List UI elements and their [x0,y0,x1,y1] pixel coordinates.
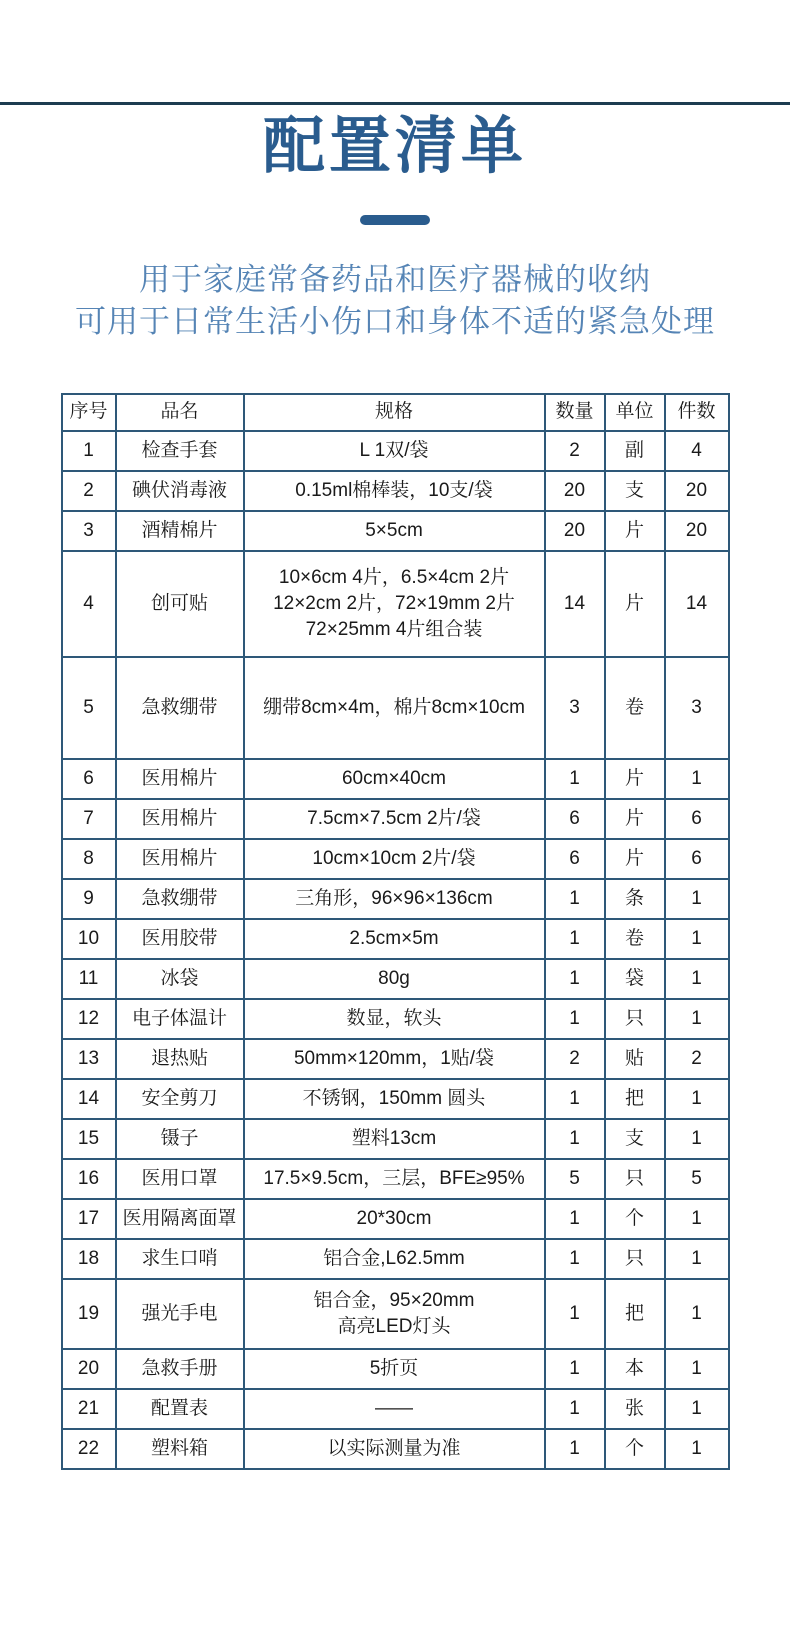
cell-qty: 1 [545,879,605,919]
table-row [62,1349,729,1389]
cell-qty: 2 [545,1039,605,1079]
spec-line: 17.5×9.5cm，三层，BFE≥95% [263,1167,525,1189]
table-row [62,511,729,551]
cell-pieces: 20 [665,471,729,511]
table-row [62,1279,729,1349]
cell-name: 医用棉片 [116,799,244,839]
cell-unit: 支 [605,1119,665,1159]
cell-name: 医用胶带 [116,919,244,959]
cell-qty: 1 [545,999,605,1039]
cell-no: 5 [62,657,116,759]
cell-unit: 卷 [605,919,665,959]
page-subtitle [0,259,790,343]
cell-no: 22 [62,1429,116,1469]
cell-qty: 6 [545,839,605,879]
spec-line: 50mm×120mm，1贴/袋 [293,1047,495,1069]
table-row [62,799,729,839]
cell-spec [244,759,545,799]
cell-pieces: 6 [665,799,729,839]
cell-pieces: 1 [665,1119,729,1159]
cell-spec [244,1159,545,1199]
cell-name: 冰袋 [116,959,244,999]
cell-no: 15 [62,1119,116,1159]
cell-spec [244,1239,545,1279]
table-row [62,551,729,657]
cell-spec [244,657,545,759]
column-header-qty: 数量 [545,394,605,431]
table-row [62,1039,729,1079]
cell-name: 医用棉片 [116,839,244,879]
cell-pieces: 6 [665,839,729,879]
config-table [61,393,730,1470]
cell-unit: 支 [605,471,665,511]
cell-qty: 1 [545,919,605,959]
cell-spec [244,1039,545,1079]
spec-line: 12×2cm 2片，72×19mm 2片 [273,592,515,614]
cell-spec [244,431,545,471]
cell-unit: 条 [605,879,665,919]
cell-name: 塑料箱 [116,1429,244,1469]
spec-line: 72×25mm 4片组合装 [305,618,483,640]
page-title: 配置清单 [262,112,527,181]
table-header-row [62,394,729,431]
spec-line: 铝合金,L62.5mm [323,1247,465,1269]
cell-unit: 只 [605,1239,665,1279]
cell-spec [244,1429,545,1469]
cell-qty: 3 [545,657,605,759]
cell-no: 8 [62,839,116,879]
column-header-no: 序号 [62,394,116,431]
cell-pieces: 5 [665,1159,729,1199]
spec-line: 0.15ml棉棒装，10支/袋 [295,479,493,501]
cell-name: 医用口罩 [116,1159,244,1199]
table-row [62,431,729,471]
column-header-unit: 单位 [605,394,665,431]
table-row [62,959,729,999]
spec-line: 80g [378,967,410,989]
cell-no: 21 [62,1389,116,1429]
cell-name: 创可贴 [116,551,244,657]
table-row [62,919,729,959]
cell-spec [244,1349,545,1389]
cell-pieces: 1 [665,919,729,959]
cell-spec [244,839,545,879]
table-row [62,1429,729,1469]
cell-pieces: 4 [665,431,729,471]
cell-pieces: 1 [665,999,729,1039]
cell-unit: 片 [605,799,665,839]
table-row [62,1389,729,1429]
cell-qty: 1 [545,1279,605,1349]
cell-pieces: 3 [665,657,729,759]
cell-qty: 6 [545,799,605,839]
cell-name: 退热贴 [116,1039,244,1079]
cell-qty: 1 [545,759,605,799]
cell-spec [244,959,545,999]
cell-name: 碘伏消毒液 [116,471,244,511]
cell-spec [244,511,545,551]
table-row [62,1079,729,1119]
cell-no: 2 [62,471,116,511]
cell-no: 3 [62,511,116,551]
spec-line: 10×6cm 4片，6.5×4cm 2片 [278,566,510,588]
cell-unit: 片 [605,759,665,799]
cell-name: 电子体温计 [116,999,244,1039]
cell-spec [244,919,545,959]
cell-qty: 1 [545,1079,605,1119]
spec-line: 塑料13cm [351,1127,437,1149]
column-header-spec: 规格 [244,394,545,431]
cell-name: 急救手册 [116,1349,244,1389]
table-row [62,879,729,919]
cell-unit: 只 [605,1159,665,1199]
spec-line: 5×5cm [365,519,423,541]
cell-spec [244,1079,545,1119]
table-row [62,657,729,759]
table-row [62,1199,729,1239]
cell-unit: 片 [605,839,665,879]
cell-no: 4 [62,551,116,657]
cell-spec [244,1199,545,1239]
subtitle-line-1: 用于家庭常备药品和医疗器械的收纳 [139,261,651,297]
cell-no: 11 [62,959,116,999]
cell-name: 医用棉片 [116,759,244,799]
cell-qty: 20 [545,511,605,551]
cell-spec [244,879,545,919]
cell-spec [244,471,545,511]
spec-line: 三角形，96×96×136cm [295,887,493,909]
spec-line: 以实际测量为准 [327,1437,461,1459]
spec-line: 不锈钢，150mm 圆头 [302,1087,486,1109]
cell-no: 18 [62,1239,116,1279]
cell-pieces: 20 [665,511,729,551]
cell-name: 急救绷带 [116,879,244,919]
cell-qty: 1 [545,1239,605,1279]
spec-line: 2.5cm×5m [349,927,439,949]
cell-no: 20 [62,1349,116,1389]
cell-name: 急救绷带 [116,657,244,759]
cell-unit: 把 [605,1079,665,1119]
cell-no: 6 [62,759,116,799]
cell-no: 14 [62,1079,116,1119]
cell-name: 医用隔离面罩 [116,1199,244,1239]
cell-pieces: 1 [665,1199,729,1239]
cell-pieces: 1 [665,1239,729,1279]
spec-line: 铝合金，95×20mm [313,1289,475,1311]
cell-no: 1 [62,431,116,471]
page [0,102,790,1470]
cell-spec [244,1119,545,1159]
cell-no: 16 [62,1159,116,1199]
cell-qty: 1 [545,1119,605,1159]
cell-unit: 片 [605,511,665,551]
cell-qty: 1 [545,1349,605,1389]
cell-pieces: 1 [665,1389,729,1429]
cell-spec [244,551,545,657]
cell-unit: 只 [605,999,665,1039]
spec-line: 数显，软头 [346,1007,442,1029]
cell-no: 12 [62,999,116,1039]
cell-name: 安全剪刀 [116,1079,244,1119]
cell-qty: 5 [545,1159,605,1199]
cell-no: 19 [62,1279,116,1349]
cell-unit: 副 [605,431,665,471]
cell-qty: 1 [545,1199,605,1239]
table-row [62,1239,729,1279]
column-header-name: 品名 [116,394,244,431]
spec-line: —— [375,1397,413,1419]
cell-no: 10 [62,919,116,959]
cell-unit: 个 [605,1429,665,1469]
spec-line: 60cm×40cm [341,767,447,789]
table-row [62,1119,729,1159]
column-header-pieces: 件数 [665,394,729,431]
cell-unit: 片 [605,551,665,657]
cell-unit: 个 [605,1199,665,1239]
cell-no: 9 [62,879,116,919]
cell-qty: 1 [545,959,605,999]
cell-unit: 把 [605,1279,665,1349]
cell-spec [244,799,545,839]
cell-spec [244,1389,545,1429]
cell-pieces: 1 [665,879,729,919]
cell-name: 求生口哨 [116,1239,244,1279]
spec-line: 5折页 [369,1357,419,1379]
subtitle-line-2: 可用于日常生活小伤口和身体不适的紧急处理 [75,303,715,339]
table-row [62,759,729,799]
table-row [62,471,729,511]
cell-name: 酒精棉片 [116,511,244,551]
cell-qty: 2 [545,431,605,471]
cell-qty: 14 [545,551,605,657]
cell-no: 17 [62,1199,116,1239]
title-divider [360,215,430,225]
spec-line: L 1双/袋 [359,439,429,461]
cell-qty: 20 [545,471,605,511]
cell-name: 配置表 [116,1389,244,1429]
cell-name: 镊子 [116,1119,244,1159]
spec-line: 绷带8cm×4m，棉片8cm×10cm [263,696,525,718]
cell-pieces: 1 [665,1279,729,1349]
cell-unit: 贴 [605,1039,665,1079]
cell-pieces: 2 [665,1039,729,1079]
spec-line: 高亮LED灯头 [337,1315,451,1337]
cell-pieces: 1 [665,1349,729,1389]
cell-spec [244,1279,545,1349]
table-row [62,839,729,879]
cell-qty: 1 [545,1389,605,1429]
cell-unit: 卷 [605,657,665,759]
cell-pieces: 1 [665,1079,729,1119]
cell-pieces: 1 [665,959,729,999]
cell-name: 检查手套 [116,431,244,471]
spec-line: 7.5cm×7.5cm 2片/袋 [307,807,481,829]
cell-spec [244,999,545,1039]
top-accent-bar [0,102,790,105]
spec-line: 20*30cm [356,1207,432,1229]
cell-no: 13 [62,1039,116,1079]
cell-qty: 1 [545,1429,605,1469]
cell-unit: 本 [605,1349,665,1389]
table-row [62,1159,729,1199]
cell-pieces: 1 [665,759,729,799]
cell-unit: 袋 [605,959,665,999]
table-row [62,999,729,1039]
cell-no: 7 [62,799,116,839]
cell-pieces: 1 [665,1429,729,1469]
spec-line: 10cm×10cm 2片/袋 [312,847,476,869]
cell-unit: 张 [605,1389,665,1429]
cell-pieces: 14 [665,551,729,657]
cell-name: 强光手电 [116,1279,244,1349]
